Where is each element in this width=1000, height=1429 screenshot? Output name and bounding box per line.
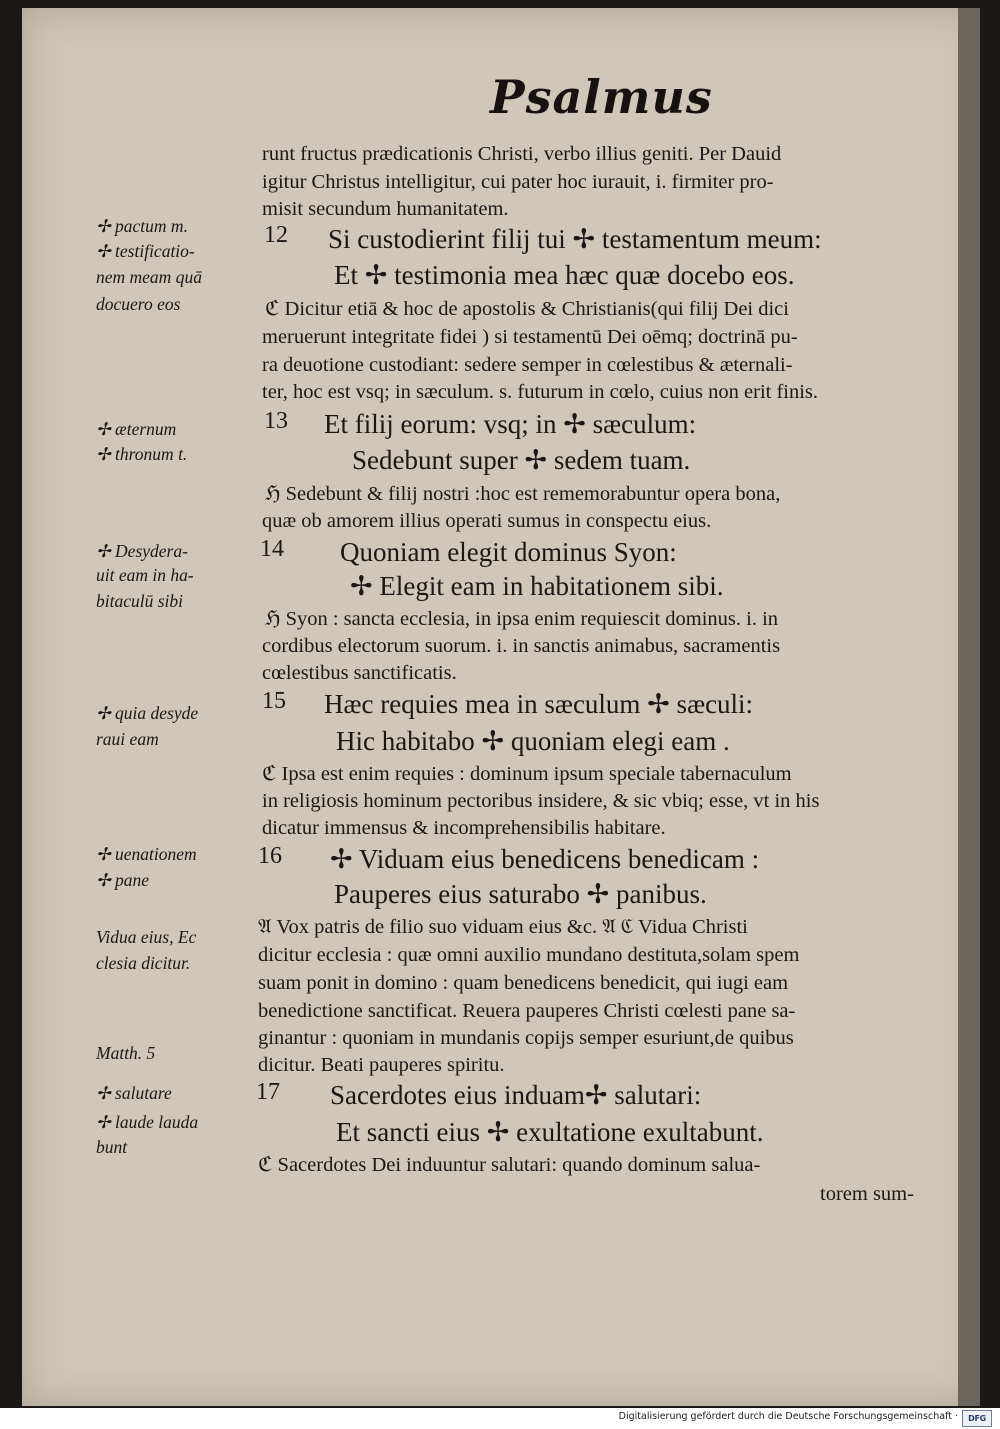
commentary-line: in religiosis hominum pectoribus insidere, & sic vbiq; esse, vt in his — [262, 790, 820, 812]
verse-number: 13 — [264, 408, 288, 434]
verse-line: Si custodierint filij tui ✢ testamentum meum: — [328, 224, 822, 254]
verse-line: Hæc requies mea in sæculum ✢ sæculi: — [324, 689, 754, 719]
verse-line: ✢ Elegit eam in habitationem sibi. — [350, 571, 724, 601]
verse-line: Sedebunt super ✢ sedem tuam. — [352, 445, 691, 475]
margin-note: Matth. 5 — [96, 1043, 156, 1063]
commentary-line: benedictione sanctificat. Reuera pauperes Christi cœlesti pane sa- — [258, 1000, 796, 1022]
commentary-line: ra deuotione custodiant: sedere semper in cœlestibus & æternali- — [262, 354, 793, 376]
commentary-line: ℭ Dicitur etiā & hoc de apostolis & Christianis(qui filij Dei dici — [265, 298, 789, 320]
margin-note: ✢ salutare — [96, 1083, 172, 1103]
margin-note: ✢ testificatio- — [96, 241, 195, 261]
margin-note: raui eam — [96, 729, 159, 749]
margin-note: ✢ æternum — [96, 419, 177, 439]
margin-note: ✢ pactum m. — [96, 216, 188, 236]
margin-note: nem meam quā — [96, 267, 202, 287]
margin-note: ✢ laude lauda — [96, 1112, 199, 1132]
footer-bar — [0, 1408, 1000, 1429]
commentary-line: quæ ob amorem illius operati sumus in conspectu eius. — [262, 510, 712, 532]
commentary-line: ter, hoc est vsq; in sæculum. s. futurum in cœlo, cuius non erit finis. — [262, 381, 819, 403]
verse-number: 17 — [256, 1079, 280, 1105]
commentary-line: cordibus electorum suorum. i. in sanctis animabus, sacramentis — [262, 635, 781, 657]
funding-credit: Digitalisierung gefördert durch die Deutsche Forschungsgemeinschaft · — [618, 1411, 958, 1422]
commentary-line: ℭ Sacerdotes Dei induuntur salutari: quando dominum salua- — [258, 1154, 761, 1176]
page-heading: Psalmus — [490, 70, 713, 124]
text-line: igitur Christus intelligitur, cui pater hoc iurauit, i. firmiter pro- — [262, 171, 774, 193]
verse-number: 12 — [264, 222, 288, 248]
margin-note: bunt — [96, 1137, 128, 1157]
verse-line: Sacerdotes eius induam✢ salutari: — [330, 1080, 702, 1110]
commentary-line: ginantur : quoniam in mundanis copijs semper esuriunt,de quibus — [258, 1027, 794, 1049]
verse-line: Et ✢ testimonia mea hæc quæ docebo eos. — [334, 260, 795, 290]
margin-note: Vidua eius, Ec — [96, 927, 197, 947]
margin-note: ✢ Desydera- — [96, 541, 188, 561]
verse-line: ✢ Viduam eius benedicens benedicam : — [330, 844, 760, 874]
text-line: misit secundum humanitatem. — [262, 198, 509, 220]
commentary-line: dicitur ecclesia : quæ omni auxilio mundano destituta,solam spem — [258, 944, 800, 966]
margin-note: docuero eos — [96, 294, 181, 314]
commentary-line: meruerunt integritate fidei ) si testamentū Dei oēmq; doctrinā pu- — [262, 326, 798, 348]
verse-line: Quoniam elegit dominus Syon: — [340, 537, 677, 567]
commentary-line: ℌ Syon : sancta ecclesia, in ipsa enim requiescit dominus. i. in — [265, 608, 779, 630]
commentary-line: cœlestibus sanctificatis. — [262, 662, 457, 684]
margin-note: ✢ uenationem — [96, 844, 197, 864]
verse-line: Hic habitabo ✢ quoniam elegi eam . — [336, 726, 730, 756]
commentary-line: dicitur. Beati pauperes spiritu. — [258, 1054, 505, 1076]
page-gutter — [958, 8, 980, 1406]
commentary-line: dicatur immensus & incomprehensibilis habitare. — [262, 817, 666, 839]
margin-note: clesia dicitur. — [96, 953, 191, 973]
catchword: torem sum- — [820, 1183, 914, 1205]
verse-line: Pauperes eius saturabo ✢ panibus. — [334, 879, 707, 909]
commentary-line: 𝔄 Vox patris de filio suo viduam eius &c. 𝔄 ℭ Vidua Christi — [258, 916, 748, 938]
commentary-line: ℌ Sedebunt & filij nostri :hoc est rememorabuntur opera bona, — [265, 483, 781, 505]
margin-note: ✢ quia desyde — [96, 703, 199, 723]
margin-note: ✢ pane — [96, 870, 150, 890]
margin-note: ✢ thronum t. — [96, 444, 188, 464]
commentary-line: suam ponit in domino : quam benedicens benedicit, qui iugi eam — [258, 972, 789, 994]
dfg-logo: DFG — [962, 1410, 992, 1427]
verse-number: 16 — [258, 843, 282, 869]
text-line: runt fructus prædicationis Christi, verbo illius geniti. Per Dauid — [262, 143, 782, 165]
margin-note: uit eam in ha- — [96, 565, 194, 585]
verse-line: Et filij eorum: vsq; in ✢ sæculum: — [324, 409, 697, 439]
verse-number: 14 — [260, 536, 284, 562]
commentary-line: ℭ Ipsa est enim requies : dominum ipsum speciale tabernaculum — [262, 763, 792, 785]
margin-note: bitaculū sibi — [96, 591, 184, 611]
verse-line: Et sancti eius ✢ exultatione exultabunt. — [336, 1117, 764, 1147]
verse-number: 15 — [262, 688, 286, 714]
